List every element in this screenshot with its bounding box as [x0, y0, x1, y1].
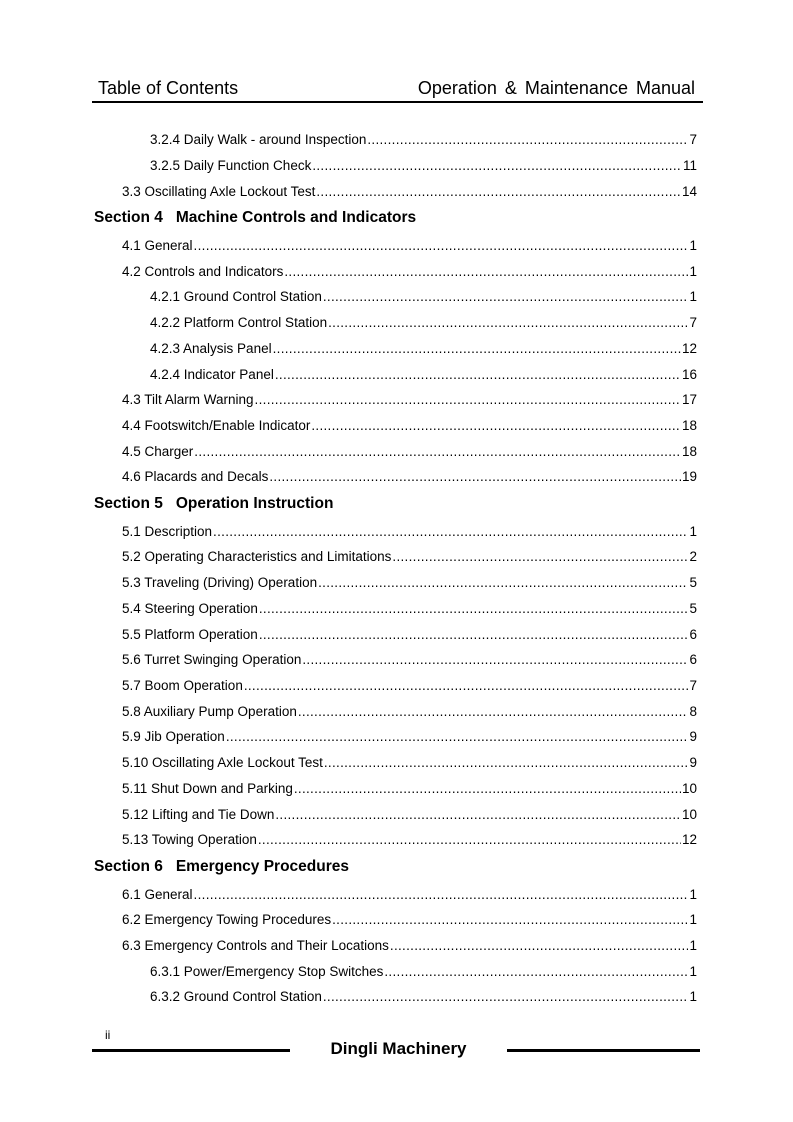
dot-leader	[318, 575, 688, 590]
toc-entry[interactable]	[122, 469, 697, 484]
toc-entry-label: 5.11 Shut Down and Parking	[122, 781, 293, 796]
toc-entry[interactable]	[122, 729, 697, 744]
toc-entry-page: 6	[689, 652, 697, 667]
dot-leader	[273, 341, 681, 356]
toc-entry-page: 19	[681, 469, 697, 484]
toc-entry-label: 6.2 Emergency Towing Procedures	[122, 912, 332, 927]
toc-entry-page: 5	[689, 575, 697, 590]
toc-entry[interactable]	[150, 289, 697, 304]
dot-leader	[323, 989, 689, 1004]
dot-leader	[316, 184, 681, 199]
toc-entry[interactable]	[122, 887, 697, 902]
footer-rule-right	[507, 1049, 700, 1052]
toc-entry[interactable]	[122, 264, 697, 279]
toc-entry-label: 4.2.2 Platform Control Station	[150, 315, 328, 330]
toc-entry[interactable]	[122, 575, 697, 590]
toc-entry-label: 5.2 Operating Characteristics and Limitations	[122, 549, 392, 564]
toc-entry-label: 4.2.3 Analysis Panel	[150, 341, 272, 356]
dot-leader	[275, 807, 681, 822]
toc-entry-label: 5.12 Lifting and Tie Down	[122, 807, 275, 822]
section-heading[interactable]: Section 6 Emergency Procedures	[94, 858, 349, 875]
toc-entry-page: 2	[689, 549, 697, 564]
dot-leader	[323, 289, 689, 304]
dot-leader	[194, 887, 689, 902]
toc-entry-label: 5.8 Auxiliary Pump Operation	[122, 704, 297, 719]
toc-entry-page: 18	[681, 418, 697, 433]
toc-entry-label: 4.2.4 Indicator Panel	[150, 367, 274, 382]
toc-entry[interactable]	[122, 755, 697, 770]
dot-leader	[390, 938, 689, 953]
toc-entry-page: 10	[681, 781, 697, 796]
toc-entry-page: 1	[689, 989, 697, 1004]
dot-leader	[213, 524, 688, 539]
toc-entry-page: 9	[689, 755, 697, 770]
toc-entry[interactable]	[122, 652, 697, 667]
toc-entry[interactable]	[150, 158, 697, 173]
toc-entry[interactable]	[122, 524, 697, 539]
toc-entry-page: 18	[681, 444, 697, 459]
toc-entry-label: 4.2 Controls and Indicators	[122, 264, 284, 279]
toc-entry-page: 1	[689, 964, 697, 979]
toc-entry-label: 4.2.1 Ground Control Station	[150, 289, 322, 304]
toc-entry[interactable]	[150, 989, 697, 1004]
section-heading[interactable]: Section 5 Operation Instruction	[94, 495, 334, 512]
toc-entry-label: 5.5 Platform Operation	[122, 627, 258, 642]
toc-entry-label: 4.1 General	[122, 238, 193, 253]
toc-entry-page: 1	[689, 887, 697, 902]
dot-leader	[194, 238, 689, 253]
toc-entry-label: 3.2.5 Daily Function Check	[150, 158, 312, 173]
toc-entry-label: 4.5 Charger	[122, 444, 194, 459]
dot-leader	[259, 627, 689, 642]
toc-entry-page: 7	[689, 678, 697, 693]
toc-entry-label: 4.4 Footswitch/Enable Indicator	[122, 418, 311, 433]
dot-leader	[384, 964, 688, 979]
toc-entry-page: 12	[681, 341, 697, 356]
toc-entry-label: 3.3 Oscillating Axle Lockout Test	[122, 184, 316, 199]
toc-entry-label: 5.4 Steering Operation	[122, 601, 258, 616]
toc-entry[interactable]	[122, 912, 697, 927]
toc-entry-page: 1	[689, 524, 697, 539]
toc-entry[interactable]	[122, 627, 697, 642]
toc-entry-label: 5.7 Boom Operation	[122, 678, 243, 693]
toc-entry[interactable]	[122, 832, 697, 847]
page-number: ii	[105, 1028, 111, 1042]
dot-leader	[275, 367, 681, 382]
dot-leader	[298, 704, 689, 719]
toc-entry[interactable]	[150, 964, 697, 979]
toc-entry[interactable]	[122, 678, 697, 693]
toc-entry-page: 6	[689, 627, 697, 642]
toc-entry-page: 1	[689, 238, 697, 253]
footer-company: Dingli Machinery	[330, 1039, 467, 1058]
toc-entry[interactable]	[122, 392, 697, 407]
toc-entry[interactable]	[122, 184, 697, 199]
dot-leader	[259, 601, 689, 616]
toc-entry-page: 7	[689, 132, 697, 147]
toc-entry[interactable]	[150, 315, 697, 330]
dot-leader	[302, 652, 688, 667]
dot-leader	[269, 469, 681, 484]
dot-leader	[392, 549, 688, 564]
toc-entry[interactable]	[122, 549, 697, 564]
toc-entry[interactable]	[150, 132, 697, 147]
dot-leader	[311, 418, 681, 433]
header-title: Table of Contents	[98, 78, 239, 98]
toc-entry-page: 1	[689, 938, 697, 953]
manual-title: Operation & Maintenance Manual	[417, 78, 695, 98]
toc-entry-page: 17	[681, 392, 697, 407]
toc-entry-label: 5.1 Description	[122, 524, 213, 539]
toc-entry-label: 3.2.4 Daily Walk - around Inspection	[150, 132, 367, 147]
toc-entry-page: 1	[689, 264, 697, 279]
dot-leader	[284, 264, 688, 279]
toc-entry-label: 6.3.1 Power/Emergency Stop Switches	[150, 964, 384, 979]
toc-entry-label: 4.6 Placards and Decals	[122, 469, 269, 484]
toc-entry-page: 14	[681, 184, 697, 199]
dot-leader	[332, 912, 688, 927]
toc-entry-label: 4.3 Tilt Alarm Warning	[122, 392, 254, 407]
toc-entry-page: 8	[689, 704, 697, 719]
toc-entry-label: 5.6 Turret Swinging Operation	[122, 652, 302, 667]
toc-entry-label: 5.3 Traveling (Driving) Operation	[122, 575, 318, 590]
toc-entry-page: 9	[689, 729, 697, 744]
toc-entry-label: 6.3.2 Ground Control Station	[150, 989, 322, 1004]
toc-entry[interactable]	[150, 367, 697, 382]
dot-leader	[244, 678, 689, 693]
toc-entry-page: 12	[681, 832, 697, 847]
toc-entry-page: 7	[689, 315, 697, 330]
toc-entry-page: 10	[681, 807, 697, 822]
toc-entry[interactable]	[122, 704, 697, 719]
toc-entry-page: 1	[689, 912, 697, 927]
dot-leader	[367, 132, 688, 147]
toc-entry[interactable]	[150, 341, 697, 356]
toc-entry-page: 16	[681, 367, 697, 382]
toc-entry-label: 5.13 Towing Operation	[122, 832, 257, 847]
toc-entry-page: 5	[689, 601, 697, 616]
dot-leader	[294, 781, 681, 796]
footer-rule-left	[92, 1049, 290, 1052]
toc-entry[interactable]	[122, 418, 697, 433]
toc-entry-label: 6.1 General	[122, 887, 193, 902]
toc-entry-label: 6.3 Emergency Controls and Their Locations	[122, 938, 389, 953]
toc-entry[interactable]	[122, 444, 697, 459]
toc-entry[interactable]	[122, 938, 697, 953]
dot-leader	[194, 444, 681, 459]
dot-leader	[324, 755, 689, 770]
toc-entry-page: 11	[682, 158, 697, 173]
toc-entry[interactable]	[122, 601, 697, 616]
dot-leader	[258, 832, 681, 847]
page-header	[92, 75, 703, 103]
dot-leader	[255, 392, 681, 407]
toc-entry-page: 1	[689, 289, 697, 304]
toc-entry[interactable]	[122, 807, 697, 822]
dot-leader	[226, 729, 689, 744]
toc-entry[interactable]	[122, 238, 697, 253]
dot-leader	[328, 315, 688, 330]
toc-entry[interactable]	[122, 781, 697, 796]
dot-leader	[312, 158, 682, 173]
section-heading[interactable]: Section 4 Machine Controls and Indicators	[94, 209, 417, 226]
toc-entry-label: 5.10 Oscillating Axle Lockout Test	[122, 755, 323, 770]
toc-entry-label: 5.9 Jib Operation	[122, 729, 225, 744]
